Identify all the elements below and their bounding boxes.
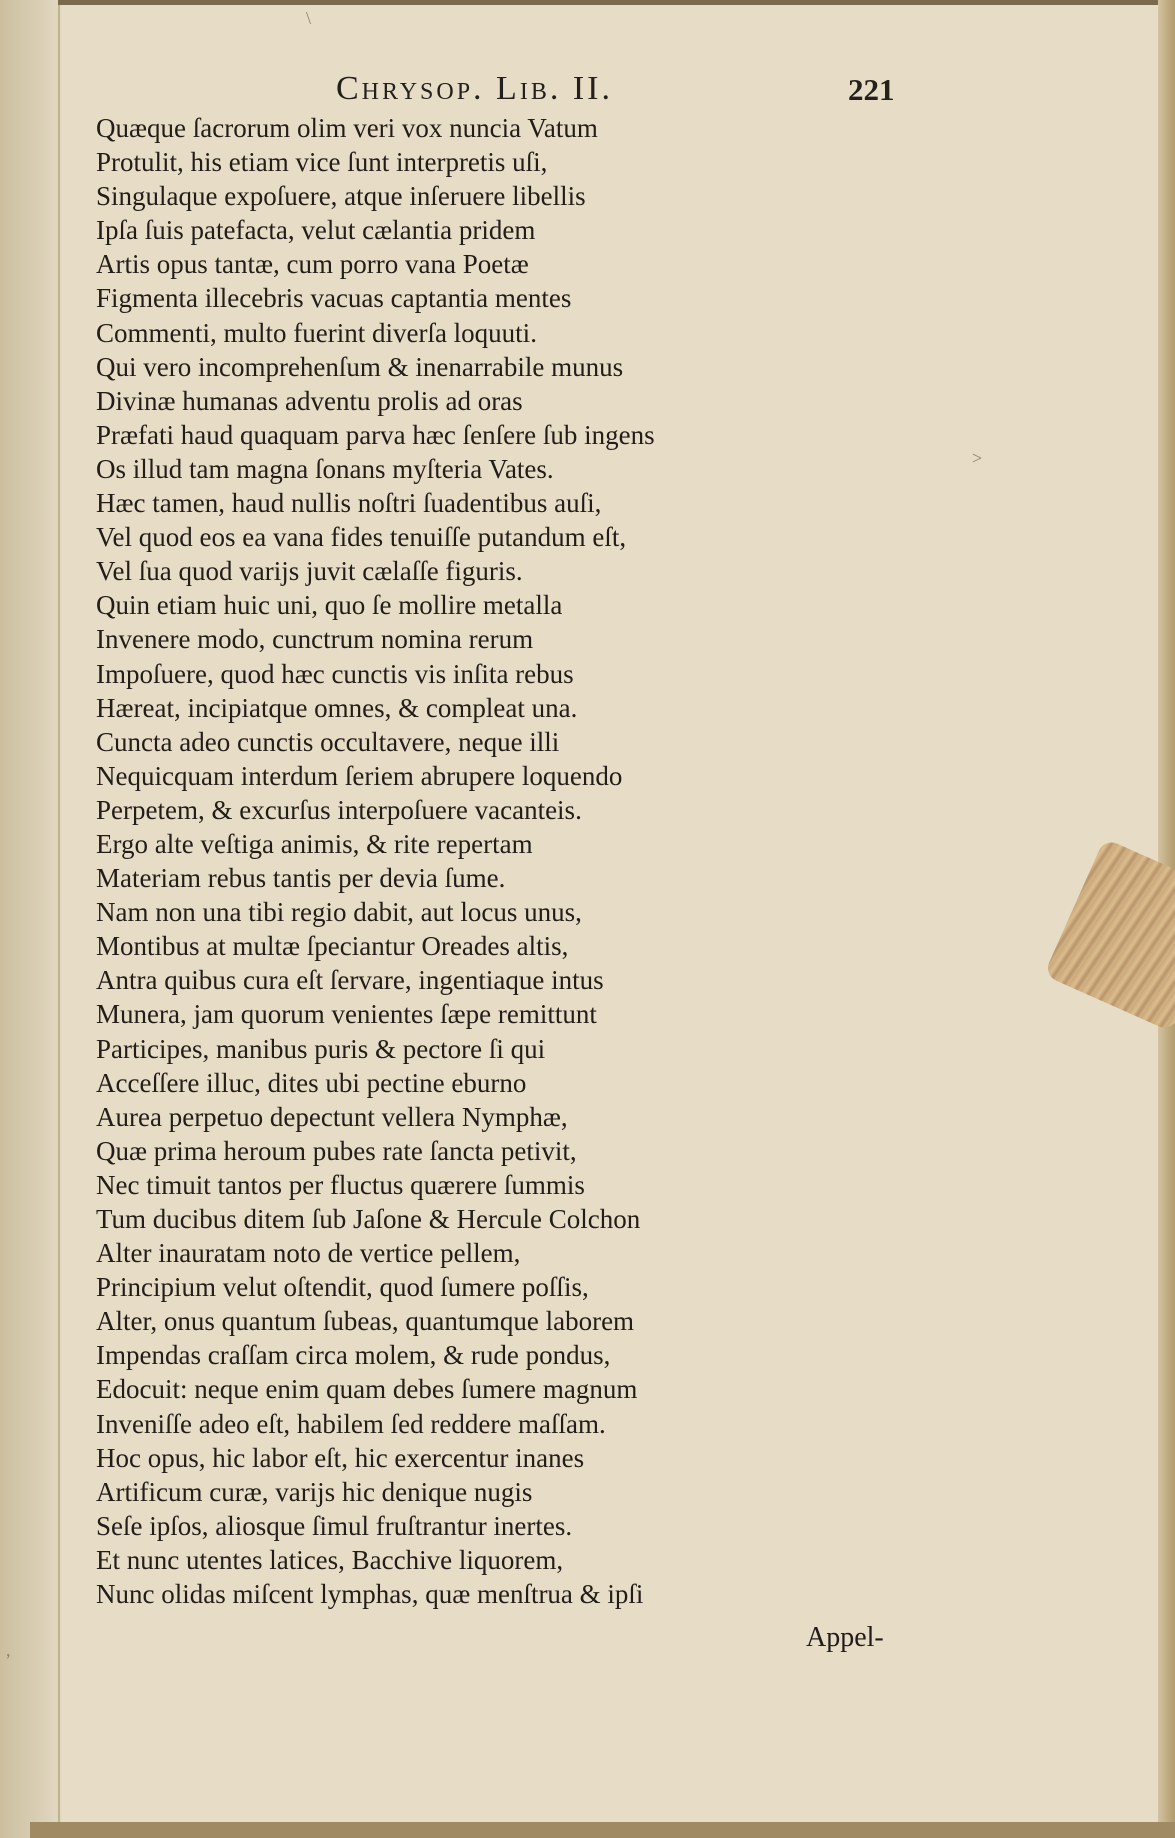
verse-line: Artis opus tantæ, cum porro vana Poetæ xyxy=(96,249,529,280)
binding-gutter xyxy=(0,0,62,1838)
verse-line: Nunc olidas miſcent lymphas, quæ menſtrua & ipſi xyxy=(96,1579,644,1610)
gutter-shadow-line xyxy=(58,0,60,1838)
verse-line: Nequicquam interdum ſeriem abrupere loquendo xyxy=(96,760,623,791)
page-number: 221 xyxy=(848,72,895,107)
verse-line: Vel quod eos ea vana fides tenuiſſe putandum eſt, xyxy=(96,522,627,553)
verse-line: Figmenta illecebris vacuas captantia mentes xyxy=(96,283,572,314)
verse-line: Antra quibus cura eſt ſervare, ingentiaque intus xyxy=(96,965,604,996)
verse-line: Nam non una tibi regio dabit, aut locus unus, xyxy=(96,897,582,928)
verse-line: Montibus at multæ ſpeciantur Oreades altis, xyxy=(96,931,569,962)
verse-line: Protulit, his etiam vice ſunt interpretis uſi, xyxy=(96,147,548,178)
verse-line: Impendas craſſam circa molem, & rude pondus, xyxy=(96,1340,611,1371)
verse-text xyxy=(96,111,776,1611)
verse-line: Principium velut oſtendit, quod ſumere poſſis, xyxy=(96,1272,589,1303)
running-head: Chrysop. Lib. II. xyxy=(336,70,613,107)
verse-line: Commenti, multo fuerint diverſa loquuti. xyxy=(96,317,537,348)
verse-line: Os illud tam magna ſonans myſteria Vates. xyxy=(96,453,554,484)
ink-speck: , xyxy=(6,1640,11,1660)
verse-line: Artificum curæ, varijs hic denique nugis xyxy=(96,1476,533,1507)
catchword: Appel- xyxy=(806,1622,884,1653)
verse-line: Alter inauratam noto de vertice pellem, xyxy=(96,1238,521,1269)
verse-line: Cuncta adeo cunctis occultavere, neque illi xyxy=(96,726,560,757)
verse-line: Hæc tamen, haud nullis noſtri ſuadentibus auſi, xyxy=(96,488,602,519)
verse-line: Seſe ipſos, aliosque ſimul fruſtrantur inertes. xyxy=(96,1510,573,1541)
verse-line: Et nunc utentes latices, Bacchive liquorem, xyxy=(96,1544,564,1575)
verse-line: Ergo alte veſtiga animis, & rite repertam xyxy=(96,828,533,859)
page-bottom-edge xyxy=(30,1822,1175,1838)
wooden-page-weight xyxy=(1044,838,1175,1032)
verse-line: Divinæ humanas adventu prolis ad oras xyxy=(96,385,523,416)
verse-line: Vel ſua quod varijs juvit cælaſſe figuris. xyxy=(96,556,523,587)
page-top-edge xyxy=(58,0,1175,5)
verse-line: Quæ prima heroum pubes rate ſancta petivit, xyxy=(96,1135,577,1166)
verse-line: Impoſuere, quod hæc cunctis vis inſita rebus xyxy=(96,658,574,689)
verse-line: Materiam rebus tantis per devia ſume. xyxy=(96,863,506,894)
verse-line: Perpetem, & excurſus interpoſuere vacanteis. xyxy=(96,794,582,825)
verse-line: Hoc opus, hic labor eſt, hic exercentur inanes xyxy=(96,1442,585,1473)
ink-speck: \ xyxy=(306,8,312,28)
verse-line: Nec timuit tantos per fluctus quærere ſummis xyxy=(96,1169,585,1200)
verse-line: Aurea perpetuo depectunt vellera Nymphæ, xyxy=(96,1101,568,1132)
verse-line: Præfati haud quaquam parva hæc ſenſere ſub ingens xyxy=(96,419,655,450)
verse-line: Ipſa ſuis patefacta, velut cælantia pridem xyxy=(96,215,536,246)
verse-line: Edocuit: neque enim quam debes ſumere magnum xyxy=(96,1374,638,1405)
verse-line: Quæque ſacrorum olim veri vox nuncia Vatum xyxy=(96,113,598,143)
ink-speck: > xyxy=(972,448,983,468)
verse-line: Singulaque expoſuere, atque inſeruere libellis xyxy=(96,181,586,212)
verse-line: Hæreat, incipiatque omnes, & compleat una. xyxy=(96,692,578,723)
verse-line: Participes, manibus puris & pectore ſi qui xyxy=(96,1033,546,1064)
verse-line: Invenere modo, cunctrum nomina rerum xyxy=(96,624,534,655)
verse-line: Munera, jam quorum venientes ſæpe remittunt xyxy=(96,999,597,1030)
verse-line: Quin etiam huic uni, quo ſe mollire metalla xyxy=(96,590,563,621)
verse-line: Tum ducibus ditem ſub Jaſone & Hercule Colchon xyxy=(96,1204,641,1234)
verse-line: Alter, onus quantum ſubeas, quantumque laborem xyxy=(96,1306,635,1337)
verse-line: Acceſſere illuc, dites ubi pectine eburno xyxy=(96,1067,527,1098)
verse-line: Qui vero incomprehenſum & inenarrabile munus xyxy=(96,351,624,382)
verse-line: Inveniſſe adeo eſt, habilem ſed reddere maſſam. xyxy=(96,1408,606,1439)
